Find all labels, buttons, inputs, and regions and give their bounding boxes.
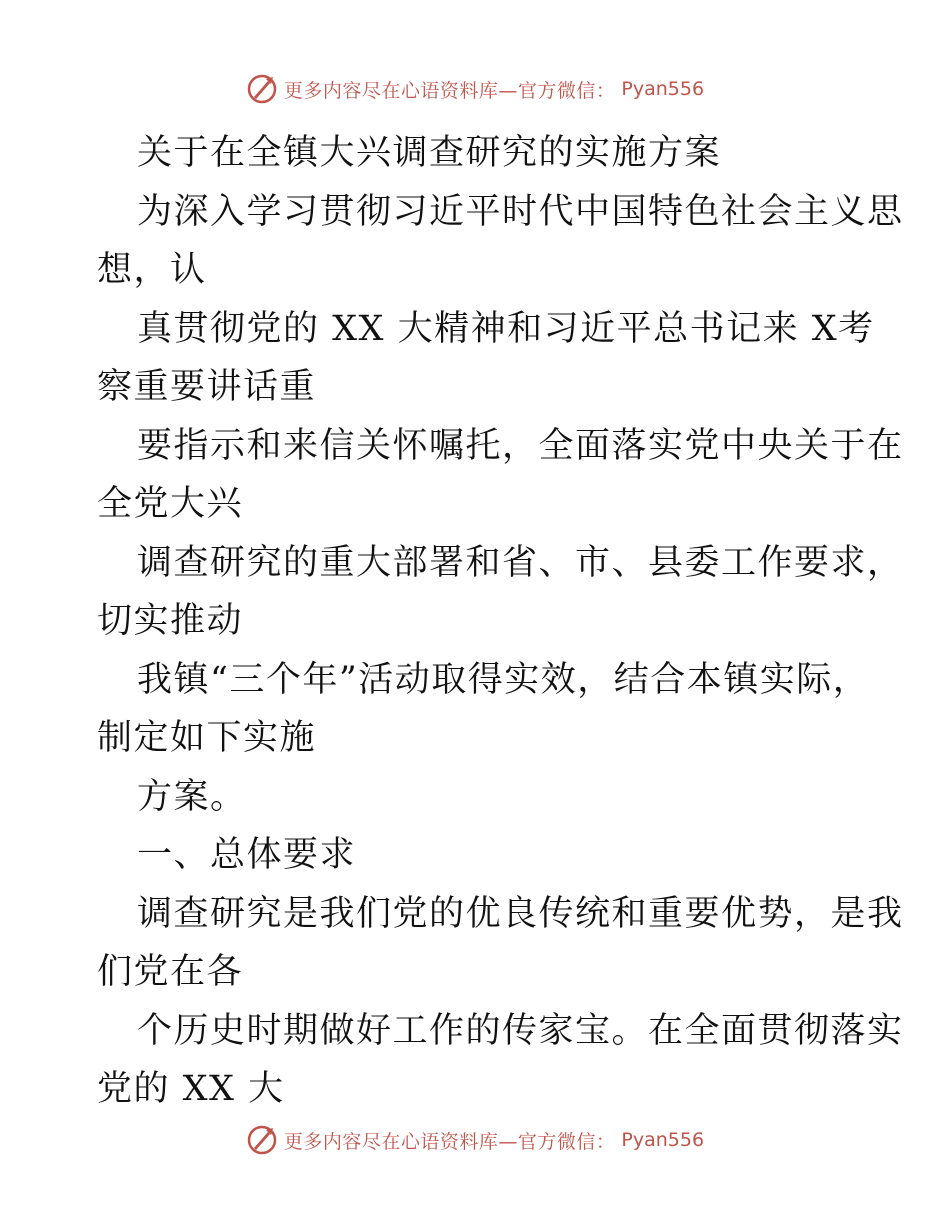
watermark-text: 更多内容尽在心语资料库—官方微信： <box>283 1130 616 1153</box>
quill-logo-icon <box>246 73 278 105</box>
text-line: 为深入学习贯彻习近平时代中国特色社会主义思 <box>137 191 904 232</box>
section-heading: 一、总体要求 <box>137 835 357 875</box>
text-line: 个历史时期做好工作的传家宝。在全面贯彻落实 <box>137 1010 904 1051</box>
watermark-wechat-id: Pyan556 <box>621 78 705 100</box>
watermark-wechat-id: Pyan556 <box>621 1129 705 1151</box>
text-line: 真贯彻党的 XX 大精神和习近平总书记来 X考 <box>137 308 875 349</box>
header-watermark <box>0 73 950 105</box>
text-line: 制定如下实施 <box>97 718 317 758</box>
text-line: 全党大兴 <box>97 484 244 524</box>
text-line: 方案。 <box>137 776 247 817</box>
quill-logo-icon <box>246 1124 278 1156</box>
text-line: 调查研究是我们党的优良传统和重要优势，是我 <box>137 893 904 934</box>
text-line: 要指示和来信关怀嘱托，全面落实党中央关于在 <box>137 425 904 466</box>
watermark-text: 更多内容尽在心语资料库—官方微信： <box>283 79 616 102</box>
footer-watermark <box>0 1124 950 1156</box>
text-line: 察重要讲话重 <box>97 367 317 407</box>
text-line: 想，认 <box>97 250 207 290</box>
text-line: 调查研究的重大部署和省、市、县委工作要求， <box>137 542 904 583</box>
text-line: 我镇“三个年”活动取得实效，结合本镇实际， <box>137 659 870 700</box>
text-line: 们党在各 <box>97 952 244 992</box>
document-body <box>97 124 904 1119</box>
text-line: 党的 XX 大 <box>97 1069 285 1109</box>
text-line: 切实推动 <box>97 601 244 641</box>
document-title: 关于在全镇大兴调查研究的实施方案 <box>137 133 722 173</box>
